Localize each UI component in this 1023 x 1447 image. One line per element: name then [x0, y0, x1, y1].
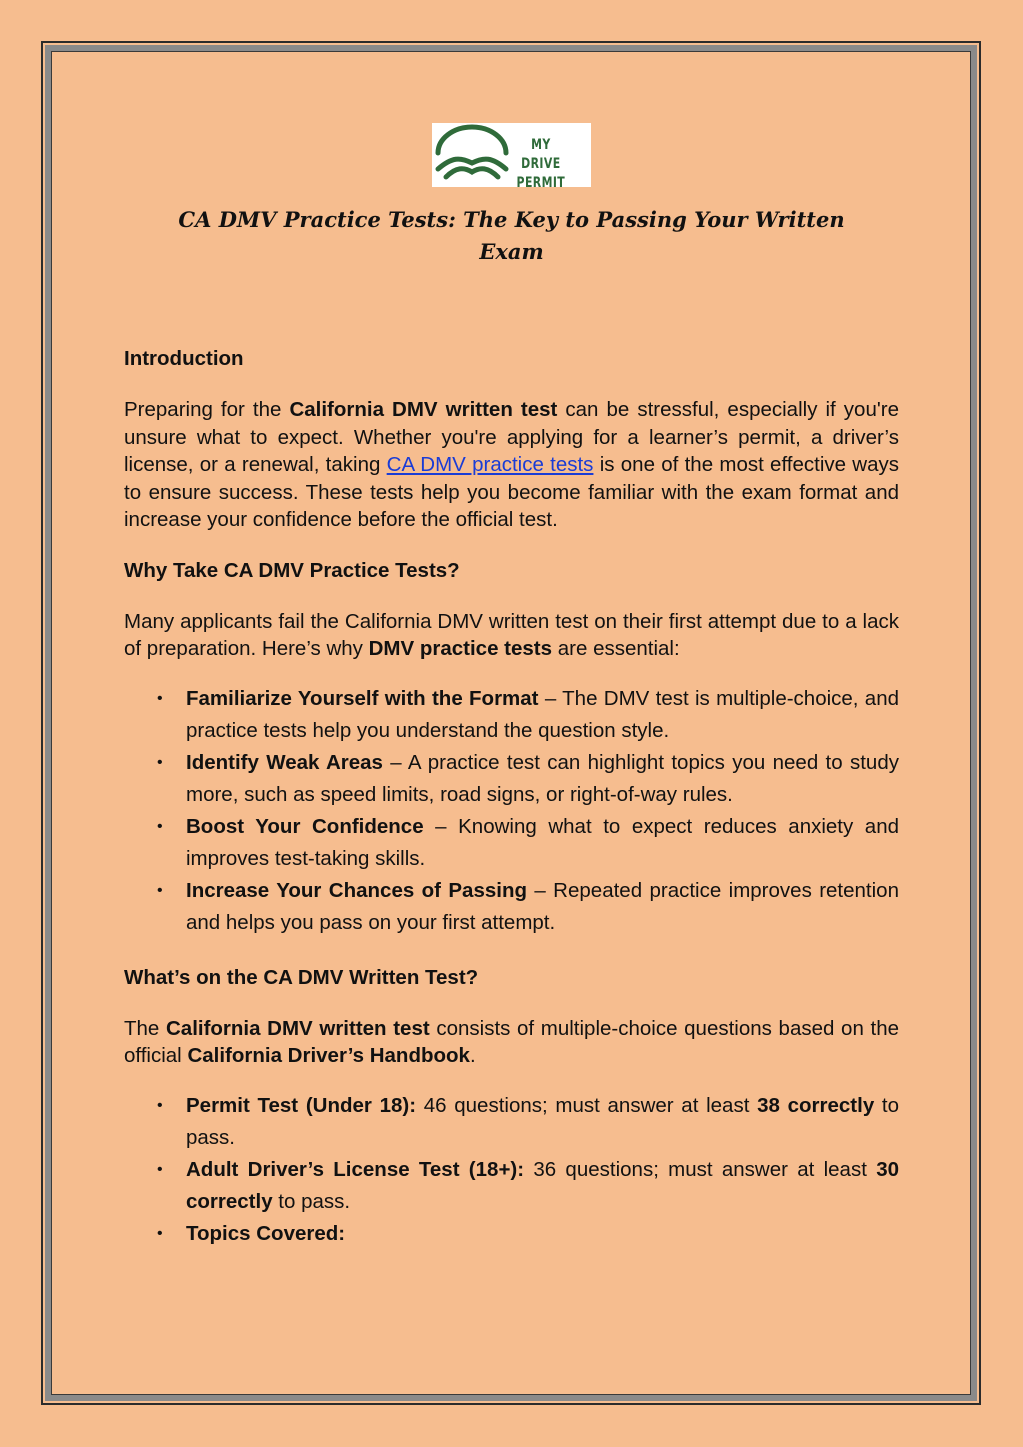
- list-item: • Identify Weak Areas – A practice test can highlight topics you need to study more, such as speed limits, road signs, or right-of-way rules.: [157, 750, 899, 806]
- list-item: • Boost Your Confidence – Knowing what to expect reduces anxiety and improves test-taking skills.: [157, 814, 900, 870]
- ca-dmv-practice-tests-link[interactable]: CA DMV practice tests: [386, 453, 594, 476]
- document-body: [124, 344, 899, 1250]
- test-details-list: [124, 1090, 899, 1250]
- list-item: • Topics Covered:: [157, 1221, 346, 1245]
- list-item: • Increase Your Chances of Passing – Repeated practice improves retention and helps you pass on your first attempt.: [157, 878, 899, 934]
- road-arch-icon: [432, 123, 512, 187]
- logo-line-2: PERMIT: [516, 175, 566, 191]
- why-paragraph: Many applicants fail the California DMV written test on their first attempt due to a lack of preparation. Here’s why DMV practice tests are essential:: [124, 609, 899, 660]
- heading-why-take: Why Take CA DMV Practice Tests?: [124, 558, 460, 582]
- list-item: • Adult Driver’s License Test (18+): 36 questions; must answer at least 30 correctly to pass.: [157, 1157, 899, 1213]
- my-drive-permit-logo: [432, 123, 591, 191]
- list-item: • Permit Test (Under 18): 46 questions; must answer at least 38 correctly to pass.: [157, 1093, 900, 1149]
- heading-whats-on-test: What’s on the CA DMV Written Test?: [124, 965, 479, 989]
- logo-line-1: MY DRIVE: [521, 137, 561, 172]
- intro-paragraph: Preparing for the California DMV written test can be stressful, especially if you're unsure what to expect. Whether you're applying for a learner’s permit, a driver’s license, or a renewal, taking CA DMV practice tests is one of the most effective ways to ensure success. These tests help you become familiar with the exam format and increase your confidence before the official test.: [124, 398, 900, 531]
- title-line-2: Exam: [479, 239, 544, 264]
- list-item: • Familiarize Yourself with the Format – The DMV test is multiple-choice, and practice tests help you understand the question style.: [157, 686, 899, 742]
- heading-introduction: Introduction: [124, 347, 244, 370]
- document-title: [124, 204, 899, 268]
- logo-wordmark: [512, 136, 570, 193]
- whats-on-paragraph: The California DMV written test consists of multiple-choice questions based on the official California Driver’s Handbook.: [124, 1016, 900, 1067]
- title-line-1: CA DMV Practice Tests: The Key to Passing Your Written: [178, 207, 845, 232]
- why-bullet-list: [124, 683, 899, 939]
